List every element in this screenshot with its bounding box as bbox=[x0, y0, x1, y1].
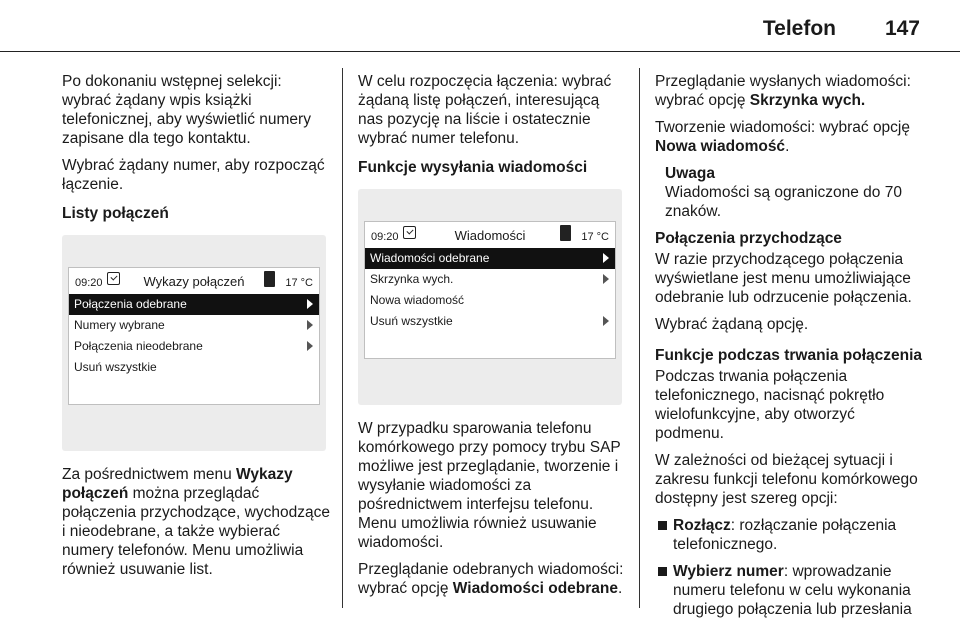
page-number: 147 bbox=[884, 17, 920, 40]
paragraph: W razie przychodzącego połączenia wyświetlane jest menu umożliwiające odebranie lub odrzucenie połączenia. bbox=[655, 251, 912, 306]
menu-item-label: Skrzynka wych. bbox=[370, 272, 454, 286]
menu-item-label: Nowa wiadomość bbox=[370, 293, 465, 307]
screen-figure-messages bbox=[358, 189, 622, 405]
paragraph: Wybrać żądany numer, aby rozpocząć łączenie. bbox=[62, 157, 325, 193]
option-list bbox=[655, 516, 925, 619]
menu-name: Wykazy połączeń bbox=[62, 466, 293, 502]
menu-item-label: Połączenia odebrane bbox=[74, 297, 187, 311]
option-name: Wybierz numer bbox=[673, 563, 784, 580]
option-name: Rozłącz bbox=[673, 517, 731, 534]
paragraph: Po dokonaniu wstępnej selekcji: wybrać żądany wpis książki telefonicznej, aby wyświetlić numery zapisane dla tego kontaktu. bbox=[62, 73, 311, 147]
menu-name: Wiadomości odebrane bbox=[452, 580, 618, 597]
section-heading-during-call: Funkcje podczas trwania połączenia bbox=[655, 347, 923, 364]
screen-status-bar bbox=[69, 268, 319, 294]
display-screen bbox=[68, 267, 320, 405]
arrow-right-icon bbox=[603, 316, 609, 326]
menu-item-received-calls[interactable] bbox=[69, 294, 319, 315]
menu-item-missed-calls[interactable] bbox=[69, 336, 319, 357]
display-screen bbox=[364, 221, 616, 359]
screen-title: Wykazy połączeń bbox=[143, 274, 245, 289]
menu-item-received-messages[interactable] bbox=[365, 248, 615, 269]
chapter-title: Telefon bbox=[762, 17, 836, 40]
clock-time: 09:20 bbox=[371, 231, 399, 243]
column-3 bbox=[655, 72, 925, 627]
arrow-right-icon bbox=[603, 274, 609, 284]
paragraph: W celu rozpoczęcia łączenia: wybrać żądaną listę połączeń, interesującą nas pozycję na liście i ostatecznie wybrać numer telefonu. bbox=[358, 73, 612, 147]
menu-item-delete-all[interactable] bbox=[69, 357, 319, 378]
column-divider bbox=[342, 68, 343, 608]
arrow-right-icon bbox=[603, 253, 609, 263]
note-text: Wiadomości są ograniczone do 70 znaków. bbox=[665, 184, 902, 220]
temperature: 17 °C bbox=[285, 277, 313, 289]
menu-item-outbox[interactable] bbox=[365, 269, 615, 290]
menu-name: Skrzynka wych. bbox=[749, 92, 866, 109]
menu-item-label: Wiadomości odebrane bbox=[370, 251, 490, 265]
arrow-right-icon bbox=[307, 341, 313, 351]
paragraph: W przypadku sparowania telefonu komórkowego przy pomocy trybu SAP możliwe jest przeglądanie, tworzenie i wysyłanie wiadomości za pośrednictwem interfejsu telefonu. Menu umożliwia również usuwanie wiadomości. bbox=[358, 420, 621, 551]
menu-name: Nowa wiadomość bbox=[655, 138, 786, 155]
note-title: Uwaga bbox=[665, 165, 715, 182]
temperature: 17 °C bbox=[581, 231, 609, 243]
arrow-right-icon bbox=[307, 320, 313, 330]
phone-icon bbox=[264, 271, 275, 287]
section-heading-incoming: Połączenia przychodzące bbox=[655, 230, 842, 247]
paragraph: Przeglądanie wysłanych wiadomości: wybrać opcję Skrzynka wych. bbox=[655, 73, 911, 109]
paragraph: Za pośrednictwem menu Wykazy połączeń można przeglądać połączenia przychodzące, wychodzące i nieodebrane, a także wybierać numery telefonów. Menu umożliwia również usuwanie list. bbox=[62, 466, 330, 578]
screen-figure-call-lists bbox=[62, 235, 326, 451]
paragraph: Przeglądanie odebranych wiadomości: wybrać opcję Wiadomości odebrane. bbox=[358, 561, 624, 597]
paragraph: Tworzenie wiadomości: wybrać opcję Nowa wiadomość. bbox=[655, 119, 910, 155]
section-heading-messaging: Funkcje wysyłania wiadomości bbox=[358, 159, 588, 176]
column-2 bbox=[358, 72, 626, 606]
page-header bbox=[0, 0, 960, 52]
menu-item-new-message[interactable] bbox=[365, 290, 615, 311]
menu-item-label: Usuń wszystkie bbox=[74, 360, 157, 374]
note-box bbox=[655, 164, 925, 221]
screen-title: Wiadomości bbox=[454, 228, 526, 243]
list-item: Wybierz numer: wprowadzanie numeru telefonu w celu wykonania drugiego połączenia lub przesłania bbox=[655, 562, 925, 619]
section-heading-call-lists: Listy połączeń bbox=[62, 205, 169, 222]
paragraph: W zależności od bieżącej sytuacji i zakresu funkcji telefonu komórkowego dostępny jest szereg opcji: bbox=[655, 452, 918, 507]
menu-item-delete-all[interactable] bbox=[365, 311, 615, 332]
column-1 bbox=[62, 72, 330, 587]
menu-item-label: Połączenia nieodebrane bbox=[74, 339, 203, 353]
list-item: Rozłącz: rozłączanie połączenia telefonicznego. bbox=[655, 516, 925, 554]
menu-item-label: Usuń wszystkie bbox=[370, 314, 453, 328]
paragraph: Podczas trwania połączenia telefonicznego, nacisnąć pokrętło wielofunkcyjne, aby otworzyć podmenu. bbox=[655, 368, 885, 442]
paragraph: Wybrać żądaną opcję. bbox=[655, 316, 809, 333]
column-divider bbox=[639, 68, 640, 608]
menu-item-label: Numery wybrane bbox=[74, 318, 165, 332]
phone-icon bbox=[560, 225, 571, 241]
menu-item-dialed-numbers[interactable] bbox=[69, 315, 319, 336]
arrow-right-icon bbox=[307, 299, 313, 309]
screen-status-bar bbox=[365, 222, 615, 248]
clock-time: 09:20 bbox=[75, 277, 103, 289]
